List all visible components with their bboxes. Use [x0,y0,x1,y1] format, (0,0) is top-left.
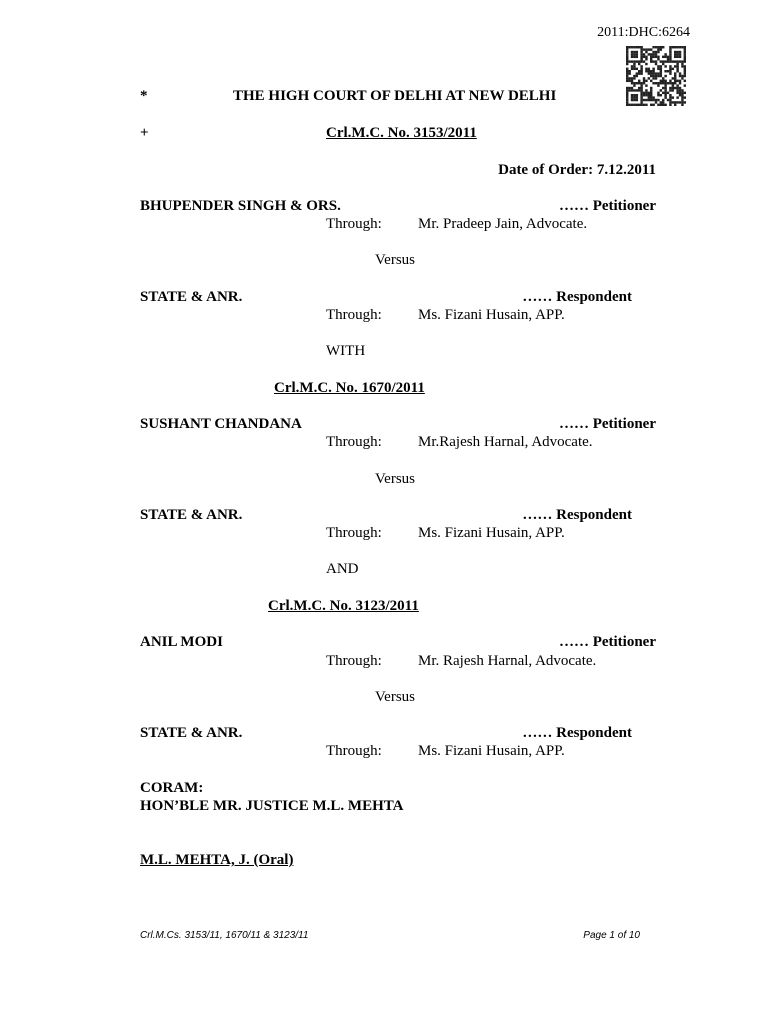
versus-label: Versus [375,471,415,487]
through-label: Through: [326,525,382,541]
respondent-name: STATE & ANR. [140,289,243,305]
petitioner-name: BHUPENDER SINGH & ORS. [140,198,341,214]
respondent-counsel: Ms. Fizani Husain, APP. [418,525,565,541]
petitioner-name: SUSHANT CHANDANA [140,416,302,432]
petitioner-counsel: Mr. Pradeep Jain, Advocate. [418,216,588,232]
respondent-role: …… Respondent [522,725,632,741]
petitioner-name: ANIL MODI [140,634,223,650]
coram-label: CORAM: [140,780,204,796]
through-label: Through: [326,216,382,232]
case-number: Crl.M.C. No. 3123/2011 [268,598,419,614]
through-label: Through: [326,434,382,450]
petitioner-role: …… Petitioner [558,634,656,650]
joiner-and: AND [326,561,359,577]
coram-judge: HON’BLE MR. JUSTICE M.L. MEHTA [140,798,404,814]
respondent-counsel: Ms. Fizani Husain, APP. [418,743,565,759]
respondent-name: STATE & ANR. [140,507,243,523]
petitioner-role: …… Petitioner [558,198,656,214]
plus-marker: + [140,125,149,141]
petitioner-counsel: Mr.Rajesh Harnal, Advocate. [418,434,593,450]
date-of-order: Date of Order: 7.12.2011 [498,162,656,178]
case-number: Crl.M.C. No. 1670/2011 [274,380,425,396]
petitioner-counsel: Mr. Rajesh Harnal, Advocate. [418,653,597,669]
case-number: Crl.M.C. No. 3153/2011 [326,125,477,141]
through-label: Through: [326,307,382,323]
judgment-by: M.L. MEHTA, J. (Oral) [140,852,294,868]
joiner-with: WITH [326,343,366,359]
versus-label: Versus [375,252,415,268]
qr-code-icon [626,46,686,106]
citation-number: 2011:DHC:6264 [597,25,690,40]
respondent-counsel: Ms. Fizani Husain, APP. [418,307,565,323]
respondent-role: …… Respondent [522,507,632,523]
footer-page-number: Page 1 of 10 [583,930,640,941]
versus-label: Versus [375,689,415,705]
respondent-name: STATE & ANR. [140,725,243,741]
court-name: THE HIGH COURT OF DELHI AT NEW DELHI [233,88,557,104]
through-label: Through: [326,743,382,759]
footer-case-list: Crl.M.Cs. 3153/11, 1670/11 & 3123/11 [140,930,309,941]
asterisk-marker: * [140,88,148,104]
respondent-role: …… Respondent [522,289,632,305]
petitioner-role: …… Petitioner [558,416,656,432]
through-label: Through: [326,653,382,669]
